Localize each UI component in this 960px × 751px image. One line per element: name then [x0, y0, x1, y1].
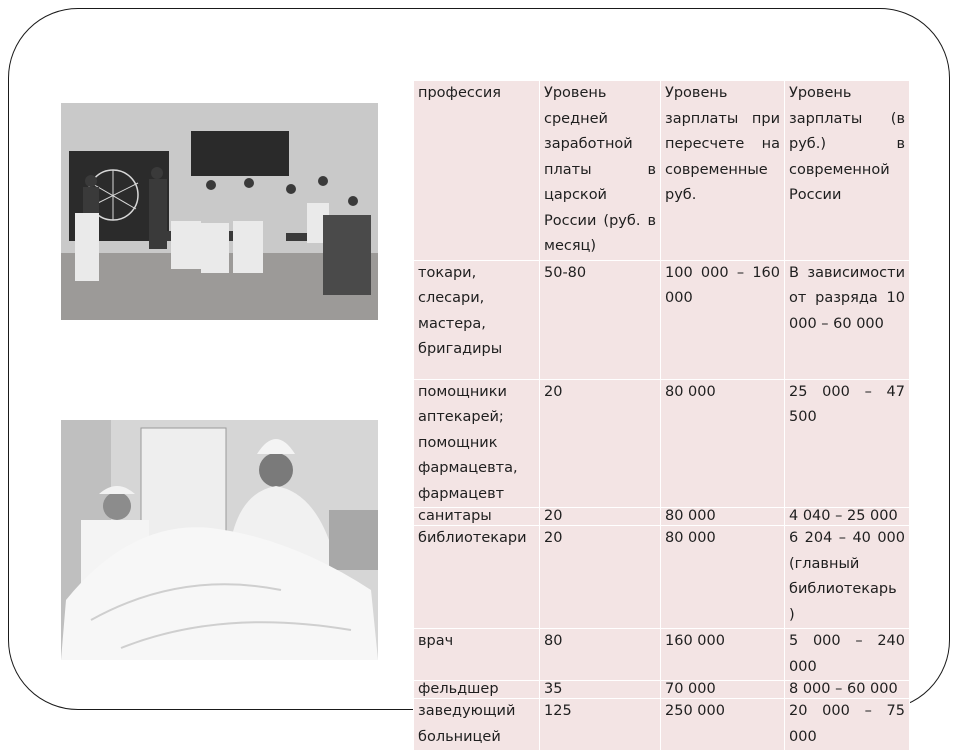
tsarist-wage-cell: 50-80 — [540, 260, 661, 379]
table-header-row — [414, 81, 910, 261]
modern-wage-cell: 8 000 – 60 000 — [785, 681, 910, 699]
profession-cell: фельдшер — [414, 681, 540, 699]
converted-wage-cell: 160 000 — [661, 629, 785, 681]
converted-wage-cell: 80 000 — [661, 379, 785, 508]
modern-wage-cell: 20 000 – 75 000 — [785, 699, 910, 751]
profession-cell: помощники аптекарей; помощник фармацевта, фармацевт — [414, 379, 540, 508]
profession-cell: санитары — [414, 508, 540, 526]
modern-wage-cell: 5 000 – 240 000 — [785, 629, 910, 681]
converted-wage-cell: 80 000 — [661, 526, 785, 629]
modern-wage-cell: 25 000 – 47 500 — [785, 379, 910, 508]
table-row — [414, 699, 910, 751]
profession-cell: токари, слесари, мастера, бригадиры — [414, 260, 540, 379]
table-row — [414, 508, 910, 526]
header-cell: Уровень средней заработной платы в царской России (руб. в месяц) — [540, 81, 661, 261]
profession-cell: заведующий больницей — [414, 699, 540, 751]
tsarist-wage-cell: 80 — [540, 629, 661, 681]
table-row — [414, 629, 910, 681]
table-row — [414, 526, 910, 629]
converted-wage-cell: 100 000 – 160 000 — [661, 260, 785, 379]
profession-cell: врач — [414, 629, 540, 681]
table-row — [414, 681, 910, 699]
header-cell: Уровень зарплаты при пересчете на современные руб. — [661, 81, 785, 261]
converted-wage-cell: 70 000 — [661, 681, 785, 699]
classroom-photo — [61, 103, 378, 320]
tsarist-wage-cell: 20 — [540, 526, 661, 629]
header-cell: профессия — [414, 81, 540, 261]
table-row — [414, 260, 910, 379]
modern-wage-cell: В зависимости от разряда 10 000 – 60 000 — [785, 260, 910, 379]
wages-table — [413, 80, 910, 751]
tsarist-wage-cell: 35 — [540, 681, 661, 699]
modern-wage-cell: 4 040 – 25 000 — [785, 508, 910, 526]
hospital-photo — [61, 420, 378, 660]
converted-wage-cell: 80 000 — [661, 508, 785, 526]
tsarist-wage-cell: 20 — [540, 379, 661, 508]
modern-wage-cell: 6 204 – 40 000 (главный библиотекарь ) — [785, 526, 910, 629]
table-row — [414, 379, 910, 508]
converted-wage-cell: 250 000 — [661, 699, 785, 751]
profession-cell: библиотекари — [414, 526, 540, 629]
tsarist-wage-cell: 20 — [540, 508, 661, 526]
tsarist-wage-cell: 125 — [540, 699, 661, 751]
header-cell: Уровень зарплаты (в руб.) в современной России — [785, 81, 910, 261]
